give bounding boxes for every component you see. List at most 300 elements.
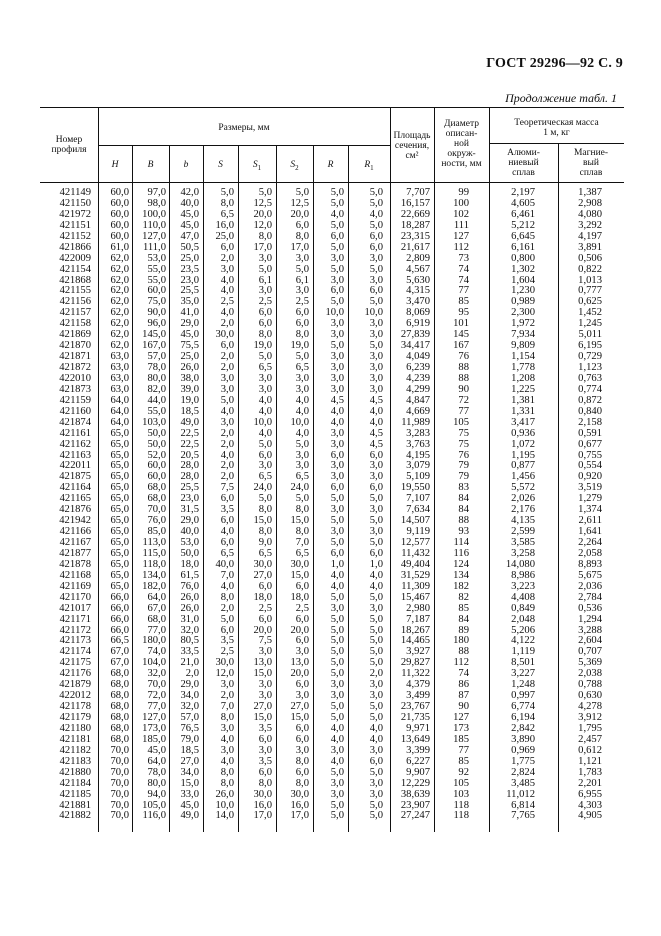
table-cell: 31,5 [180, 504, 199, 516]
table-cell: 65,0 [110, 460, 129, 472]
table-cell: 127,0 [142, 230, 166, 242]
table-cell: 62,0 [110, 307, 129, 319]
table-cell: 0,630 [578, 690, 602, 702]
table-cell: 2,5 [220, 296, 234, 308]
table-cell: 2,809 [406, 252, 430, 264]
table-cell: 89 [458, 624, 469, 636]
table-cell: 14,507 [400, 515, 430, 527]
head-s: S [218, 160, 223, 170]
table-cell: 421178 [59, 701, 91, 713]
table-cell: 64,0 [110, 405, 129, 417]
table-cell: 0,677 [578, 438, 602, 450]
table-cell: 4,905 [578, 810, 602, 822]
table-cell: 2,0 [220, 460, 234, 472]
table-cell: 20,0 [253, 208, 272, 220]
table-cell: 84 [458, 504, 469, 516]
table-cell: 3,0 [330, 252, 344, 264]
table-cell: 38,639 [400, 788, 430, 800]
table-cell: 44,0 [147, 394, 166, 406]
table-cell: 2,0 [369, 668, 383, 680]
head-magnesium: Магние- вый сплав [573, 148, 609, 178]
table-cell: 6,0 [369, 547, 383, 559]
table-cell: 2,611 [578, 515, 602, 527]
table-cell: 3,927 [406, 646, 430, 658]
table-cell: 76,0 [147, 515, 166, 527]
table-cell: 6,774 [511, 701, 535, 713]
table-cell: 3,0 [369, 504, 383, 516]
table-cell: 45,0 [180, 799, 199, 811]
table-cell: 2,842 [511, 722, 535, 734]
table-cell: 3,0 [369, 383, 383, 395]
table-cell: 6,0 [258, 733, 272, 745]
table-cell: 115,0 [142, 547, 166, 559]
table-cell: 5,0 [295, 263, 309, 275]
table-cell: 49,0 [180, 416, 199, 428]
table-cell: 34,0 [180, 766, 199, 778]
head-r: R [327, 160, 334, 170]
table-cell: 1,302 [511, 263, 535, 275]
table-cell: 105 [453, 777, 469, 789]
table-cell: 84 [458, 493, 469, 505]
table-cell: 20,0 [253, 624, 272, 636]
table-cell: 3,0 [330, 679, 344, 691]
table-cell: 5,369 [578, 657, 602, 669]
table-cell: 5,0 [369, 493, 383, 505]
table-cell: 16,0 [253, 799, 272, 811]
table-cell: 22,669 [400, 208, 430, 220]
table-cell: 25,5 [180, 482, 199, 494]
table-cell: 3,0 [295, 744, 309, 756]
table-cell: 421868 [59, 274, 91, 286]
table-cell: 65,0 [110, 569, 129, 581]
col-diameter [436, 188, 469, 822]
table-cell: 3,585 [511, 537, 535, 548]
table-cell: 82 [458, 591, 469, 603]
table-cell: 6,0 [330, 449, 344, 461]
table-cell: 62,0 [110, 285, 129, 297]
table-cell: 3,0 [295, 372, 309, 384]
table-cell: 6,0 [369, 230, 383, 242]
table-cell: 2,5 [258, 602, 272, 614]
table-cell: 17,0 [290, 810, 309, 822]
table-cell: 145,0 [142, 329, 166, 341]
table-cell: 27,0 [253, 569, 272, 581]
table-cell: 8,0 [220, 766, 234, 778]
table-cell: 74,0 [147, 646, 166, 658]
table-cell: 421152 [59, 230, 91, 242]
table-cell: 421149 [59, 187, 91, 198]
table-cell: 63,0 [110, 362, 129, 373]
table-cell: 99 [458, 187, 469, 198]
head-bb: B [147, 160, 154, 170]
table-cell: 25,0 [180, 252, 199, 264]
table-cell: 10,0 [325, 307, 344, 319]
table-cell: 3,0 [330, 777, 344, 789]
table-cell: 6,461 [511, 208, 535, 220]
table-cell: 3,0 [258, 679, 272, 691]
table-cell: 5,0 [330, 712, 344, 723]
table-cell: 173,0 [142, 722, 166, 734]
table-cell: 5,0 [330, 493, 344, 505]
table-cell: 42,0 [180, 187, 199, 198]
table-cell: 2,0 [220, 471, 234, 483]
table-cell: 65,0 [110, 493, 129, 505]
table-cell: 2,026 [511, 493, 535, 505]
table-cell: 83 [458, 482, 469, 494]
table-cell: 7,634 [406, 504, 430, 516]
table-cell: 4,0 [330, 722, 344, 734]
table-cell: 421162 [59, 438, 91, 450]
table-cell: 421171 [59, 613, 91, 625]
table-cell: 3,417 [511, 416, 535, 428]
table-cell: 5,0 [369, 537, 383, 548]
table-cell: 5,0 [258, 493, 272, 505]
table-cell: 6,0 [258, 449, 272, 461]
table-cell: 3,399 [406, 744, 430, 756]
table-cell: 421172 [59, 624, 91, 636]
table-cell: 6,0 [258, 318, 272, 330]
table-cell: 5,0 [330, 537, 344, 548]
table-cell: 104,0 [142, 657, 166, 669]
table-cell: 0,989 [511, 296, 535, 308]
table-cell: 4,0 [369, 733, 383, 745]
table-cell: 422012 [59, 690, 91, 702]
table-cell: 185 [453, 733, 469, 745]
table-cell: 76,5 [180, 722, 199, 734]
table-cell: 6,5 [258, 362, 272, 373]
mass-subheader-rule [489, 143, 624, 144]
table-cell: 23,315 [400, 230, 430, 242]
table-cell: 421164 [59, 482, 91, 494]
table-cell: 0,997 [511, 690, 535, 702]
table-cell: 116,0 [142, 810, 166, 822]
table-cell: 68,0 [147, 613, 166, 625]
table-cell: 3,0 [220, 722, 234, 734]
table-cell: 6,0 [258, 766, 272, 778]
table-cell: 3,0 [330, 690, 344, 702]
table-cell: 5,0 [330, 701, 344, 713]
table-cell: 421875 [59, 471, 91, 483]
table-cell: 421150 [59, 197, 91, 209]
head-area: Площадь сечения, см² [393, 131, 431, 161]
table-cell: 15,467 [400, 591, 430, 603]
table-cell: 0,763 [578, 372, 602, 384]
table-cell: 5,0 [369, 646, 383, 658]
table-cell: 10,0 [290, 416, 309, 428]
table-cell: 2,036 [578, 580, 602, 592]
table-cell: 1,775 [511, 755, 535, 767]
head-s2: $S_2$ [290, 160, 299, 172]
col-divider-area [434, 107, 435, 832]
table-cell: 3,0 [369, 788, 383, 800]
table-cell: 20,5 [180, 449, 199, 461]
table-cell: 5,0 [330, 241, 344, 253]
table-cell: 421181 [59, 733, 91, 745]
table-cell: 1,331 [511, 405, 535, 417]
table-cell: 8,0 [220, 591, 234, 603]
table-cell: 9,0 [258, 537, 272, 548]
table-cell: 0,536 [578, 602, 602, 614]
table-cell: 421877 [59, 547, 91, 559]
table-cell: 70,0 [110, 810, 129, 822]
table-cell: 68,0 [110, 668, 129, 680]
table-cell: 422011 [59, 460, 91, 472]
table-cell: 2,0 [185, 668, 199, 680]
table-cell: 17,0 [253, 810, 272, 822]
table-cell: 6,0 [330, 547, 344, 559]
table-cell: 13,0 [290, 657, 309, 669]
table-cell: 4,0 [330, 405, 344, 417]
table-cell: 70,0 [147, 504, 166, 516]
table-cell: 2,0 [220, 690, 234, 702]
head-b: b [183, 160, 189, 170]
table-cell: 8,0 [258, 777, 272, 789]
table-cell: 4,0 [330, 416, 344, 428]
table-cell: 45,0 [180, 208, 199, 220]
table-cell: 30,0 [215, 657, 234, 669]
table-cell: 3,0 [369, 372, 383, 384]
table-cell: 3,0 [369, 526, 383, 538]
table-cell: 113,0 [142, 537, 166, 548]
table-cell: 1,795 [578, 722, 602, 734]
table-cell: 8,0 [220, 777, 234, 789]
page-header: ГОСТ 29296—92 С. 9 [486, 56, 623, 71]
table-cell: 65,0 [110, 515, 129, 527]
table-cell: 14,0 [215, 810, 234, 822]
table-cell: 29,0 [180, 515, 199, 527]
table-cell: 67,0 [110, 657, 129, 669]
table-cell: 6,0 [330, 230, 344, 242]
table-cell: 134,0 [142, 569, 166, 581]
table-cell: 68,0 [147, 493, 166, 505]
table-cell: 422009 [59, 252, 91, 264]
table-cell: 22,5 [180, 438, 199, 450]
table-cell: 0,840 [578, 405, 602, 417]
table-cell: 8,986 [511, 569, 535, 581]
table-cell: 421160 [59, 405, 91, 417]
table-cell: 29,0 [180, 679, 199, 691]
table-cell: 68,0 [110, 712, 129, 723]
table-cell: 27,247 [400, 810, 430, 822]
table-cell: 6,0 [295, 219, 309, 231]
table-cell: 25,0 [180, 351, 199, 363]
table-cell: 3,891 [578, 241, 602, 253]
table-cell: 421174 [59, 646, 91, 658]
table-cell: 5,0 [330, 197, 344, 209]
table-cell: 97,0 [147, 187, 166, 198]
table-cell: 8,0 [295, 526, 309, 538]
table-cell: 15,0 [253, 668, 272, 680]
table-cell: 73 [458, 252, 469, 264]
table-cell: 4,122 [511, 635, 535, 647]
table-cell: 4,0 [369, 722, 383, 734]
table-cell: 8,0 [295, 329, 309, 341]
table-cell: 74 [458, 274, 469, 286]
table-cell: 6,0 [295, 580, 309, 592]
table-cell: 49,0 [180, 810, 199, 822]
table-cell: 102 [453, 208, 469, 220]
table-cell: 4,0 [258, 394, 272, 406]
table-cell: 1,279 [578, 493, 602, 505]
table-cell: 6,0 [295, 307, 309, 319]
table-cell: 3,0 [330, 318, 344, 330]
table-cell: 6,0 [295, 766, 309, 778]
table-cell: 2,197 [511, 187, 535, 198]
table-cell: 3,0 [369, 460, 383, 472]
table-cell: 40,0 [215, 558, 234, 570]
head-dims-group: Размеры, мм [218, 123, 270, 133]
table-cell: 23,0 [180, 493, 199, 505]
table-cell: 5,0 [369, 187, 383, 198]
table-cell: 5,0 [369, 799, 383, 811]
table-cell: 24,0 [290, 482, 309, 494]
table-cell: 12,5 [253, 197, 272, 209]
table-cell: 17,0 [253, 241, 272, 253]
table-cell: 72,0 [147, 690, 166, 702]
table-cell: 1,154 [511, 351, 535, 363]
table-cell: 1,641 [578, 526, 602, 538]
table-cell: 421184 [59, 777, 91, 789]
table-cell: 19,0 [180, 394, 199, 406]
table-cell: 27,0 [180, 755, 199, 767]
table-cell: 3,0 [220, 383, 234, 395]
table-cell: 8,0 [258, 230, 272, 242]
table-cell: 3,0 [369, 252, 383, 264]
table-cell: 2,0 [220, 351, 234, 363]
table-cell: 4,5 [369, 438, 383, 450]
table-cell: 4,303 [578, 799, 602, 811]
table-cell: 6,0 [295, 613, 309, 625]
table-cell: 2,158 [578, 416, 602, 428]
table-cell: 3,0 [258, 372, 272, 384]
table-cell: 127,0 [142, 712, 166, 723]
table-cell: 422010 [59, 372, 91, 384]
table-cell: 52,0 [147, 449, 166, 461]
table-cell: 7,5 [220, 482, 234, 494]
table-cell: 3,0 [330, 427, 344, 439]
table-cell: 1,387 [578, 187, 602, 198]
table-cell: 118 [453, 799, 469, 811]
table-cell: 64,0 [147, 591, 166, 603]
table-cell: 4,0 [220, 755, 234, 767]
table-cell: 76 [458, 351, 469, 363]
table-cell: 124 [453, 558, 469, 570]
table-cell: 77,0 [147, 624, 166, 636]
table-cell: 4,0 [220, 526, 234, 538]
table-cell: 4,049 [406, 351, 430, 363]
table-cell: 22,5 [180, 427, 199, 439]
table-cell: 2,038 [578, 668, 602, 680]
table-cell: 8,0 [295, 755, 309, 767]
table-cell: 3,519 [578, 482, 602, 494]
table-cell: 50,0 [147, 438, 166, 450]
table-cell: 1,456 [511, 471, 535, 483]
table-cell: 3,499 [406, 690, 430, 702]
table-cell: 20,0 [290, 624, 309, 636]
table-cell: 1,248 [511, 679, 535, 691]
table-cell: 127 [453, 712, 469, 723]
table-cell: 45,0 [147, 744, 166, 756]
table-cell: 2,058 [578, 547, 602, 559]
table-cell: 421161 [59, 427, 91, 439]
table-cell: 421173 [59, 635, 91, 647]
table-cell: 7,0 [220, 701, 234, 713]
table-cell: 60,0 [147, 471, 166, 483]
table-cell: 3,0 [330, 362, 344, 373]
table-cell: 27,0 [290, 701, 309, 713]
table-cell: 3,292 [578, 219, 602, 231]
col-s [203, 188, 234, 822]
table-cell: 14,465 [400, 635, 430, 647]
table-cell: 3,0 [330, 602, 344, 614]
table-cell: 26,0 [215, 788, 234, 800]
table-cell: 4,0 [330, 580, 344, 592]
table-cell: 15,0 [290, 569, 309, 581]
table-cell: 78,0 [147, 362, 166, 373]
table-cell: 38,0 [180, 372, 199, 384]
table-cell: 0,612 [578, 744, 602, 756]
table-cell: 8,0 [295, 230, 309, 242]
table-cell: 41,0 [180, 307, 199, 319]
table-cell: 5,675 [578, 569, 602, 581]
table-cell: 5,0 [369, 701, 383, 713]
table-cell: 19,0 [253, 340, 272, 352]
table-cell: 2,0 [220, 318, 234, 330]
table-cell: 27,839 [400, 329, 430, 341]
table-cell: 4,379 [406, 679, 430, 691]
table-cell: 0,936 [511, 427, 535, 439]
table-cell: 3,0 [295, 690, 309, 702]
table-cell: 4,0 [369, 569, 383, 581]
table-cell: 2,048 [511, 613, 535, 625]
table-cell: 10,0 [215, 799, 234, 811]
table-cell: 14,080 [505, 558, 535, 570]
table-cell: 9,971 [406, 722, 430, 734]
col-r [313, 188, 344, 822]
table-cell: 6,0 [220, 493, 234, 505]
table-cell: 3,0 [330, 351, 344, 363]
table-cell: 4,239 [406, 372, 430, 384]
table-cell: 4,0 [369, 208, 383, 220]
table-cell: 5,0 [220, 187, 234, 198]
table-cell: 421168 [59, 569, 91, 581]
table-cell: 87 [458, 690, 469, 702]
table-cell: 3,0 [330, 788, 344, 800]
table-cell: 33,0 [180, 788, 199, 800]
table-cell: 79,0 [180, 733, 199, 745]
head-r1: $R_1$ [364, 160, 374, 172]
table-cell: 421017 [59, 602, 91, 614]
table-cell: 4,0 [330, 569, 344, 581]
table-cell: 114 [453, 537, 469, 548]
table-cell: 8,0 [258, 504, 272, 516]
table-cell: 6,195 [578, 340, 602, 352]
table-cell: 2,0 [220, 252, 234, 264]
table-cell: 4,0 [369, 580, 383, 592]
table-cell: 6,5 [220, 208, 234, 220]
table-cell: 57,0 [180, 712, 199, 723]
table-cell: 84 [458, 613, 469, 625]
table-cell: 7,5 [258, 635, 272, 647]
table-cell: 421183 [59, 755, 91, 767]
table-cell: 421880 [59, 766, 91, 778]
table-cell: 66,0 [110, 591, 129, 603]
table-cell: 0,920 [578, 471, 602, 483]
table-cell: 3,0 [258, 690, 272, 702]
table-cell: 85,0 [147, 526, 166, 538]
table-cell: 60,0 [110, 187, 129, 198]
table-cell: 5,0 [220, 394, 234, 406]
